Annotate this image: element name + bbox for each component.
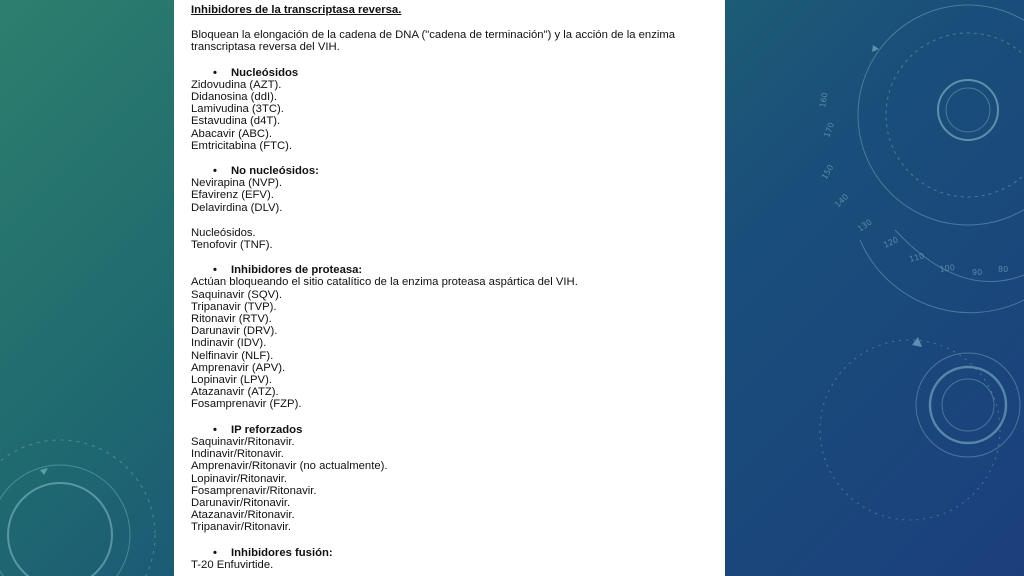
list-item: T-20 Enfuvirtide. bbox=[191, 558, 274, 571]
list-item: Saquinavir (SQV). bbox=[191, 288, 283, 301]
list-item: Nevirapina (NVP). bbox=[191, 177, 283, 190]
section-no-nucleosidos bbox=[191, 165, 716, 214]
dial-number: 110 bbox=[908, 251, 926, 264]
bullet-icon: • bbox=[213, 546, 217, 559]
list-item: Delavirdina (DLV). bbox=[191, 201, 283, 214]
list-item: Ritonavir (RTV). bbox=[191, 313, 272, 326]
list-item: Nelfinavir (NLF). bbox=[191, 349, 274, 362]
dial-number: 150 bbox=[819, 163, 836, 181]
list-item: Saquinavir/Ritonavir. bbox=[191, 435, 295, 448]
section-fusion bbox=[191, 547, 716, 571]
list-item: Fosamprenavir (FZP). bbox=[191, 398, 302, 411]
section-heading: • IP reforzados bbox=[213, 423, 303, 436]
dial-number: 100 bbox=[939, 262, 956, 274]
dial-number: 130 bbox=[855, 217, 874, 234]
list-item: Amprenavir (APV). bbox=[191, 361, 286, 374]
document-title: Inhibidores de la transcriptasa reversa. bbox=[191, 4, 402, 16]
list-item: Actúan bloqueando el sitio catalítico de la enzima proteasa aspártica del VIH. bbox=[191, 276, 578, 289]
list-item: Atazanavir/Ritonavir. bbox=[191, 509, 295, 522]
list-item: Nucleósidos. bbox=[191, 226, 256, 239]
bullet-icon: • bbox=[213, 423, 217, 436]
list-item: Darunavir (DRV). bbox=[191, 325, 278, 338]
dial-number: 140 bbox=[833, 192, 851, 210]
list-item: Tripanavir/Ritonavir. bbox=[191, 521, 292, 534]
section-heading: • No nucleósidos: bbox=[213, 165, 319, 178]
list-item: Didanosina (ddI). bbox=[191, 91, 278, 104]
dial-number: 170 bbox=[822, 121, 837, 139]
list-item: Estavudina (d4T). bbox=[191, 115, 281, 128]
list-item: Emtricitabina (FTC). bbox=[191, 139, 293, 152]
list-item: Indinavir/Ritonavir. bbox=[191, 448, 284, 461]
section-nucleosidos bbox=[191, 67, 716, 152]
section-nucleotidos bbox=[191, 227, 716, 251]
section-ip-reforzados bbox=[191, 424, 716, 534]
dial-number: 160 bbox=[818, 91, 830, 109]
list-item: Zidovudina (AZT). bbox=[191, 78, 282, 91]
list-item: Amprenavir/Ritonavir (no actualmente). bbox=[191, 460, 388, 473]
document-page bbox=[174, 0, 725, 576]
list-item: Tripanavir (TVP). bbox=[191, 300, 277, 313]
list-item: Fosamprenavir/Ritonavir. bbox=[191, 484, 317, 497]
section-heading: • Inhibidores de proteasa: bbox=[213, 264, 363, 277]
bullet-icon: • bbox=[213, 264, 217, 277]
bullet-icon: • bbox=[213, 165, 217, 178]
list-item: Lopinavir/Ritonavir. bbox=[191, 472, 288, 485]
list-item: Indinavir (IDV). bbox=[191, 337, 267, 350]
list-item: Efavirenz (EFV). bbox=[191, 189, 274, 202]
list-item: Darunavir/Ritonavir. bbox=[191, 496, 291, 509]
list-item: Lopinavir (LPV). bbox=[191, 374, 272, 387]
bullet-icon: • bbox=[213, 66, 217, 79]
section-heading: • Nucleósidos bbox=[213, 66, 299, 79]
list-item: Atazanavir (ATZ). bbox=[191, 386, 279, 399]
document-content bbox=[191, 4, 716, 576]
dial-number: 80 bbox=[998, 265, 1009, 274]
list-item: Lamivudina (3TC). bbox=[191, 103, 284, 116]
list-item: Tenofovir (TNF). bbox=[191, 239, 273, 252]
section-heading: • Inhibidores fusión: bbox=[213, 546, 333, 559]
section-proteasa bbox=[191, 264, 716, 410]
dial-number: 120 bbox=[882, 235, 900, 250]
intro-paragraph: Bloquean la elongación de la cadena de DNA ("cadena de terminación") y la acción de la enzima transcriptasa reversa del VIH. bbox=[191, 29, 676, 54]
list-item: Abacavir (ABC). bbox=[191, 127, 272, 140]
dial-number: 90 bbox=[972, 268, 983, 277]
